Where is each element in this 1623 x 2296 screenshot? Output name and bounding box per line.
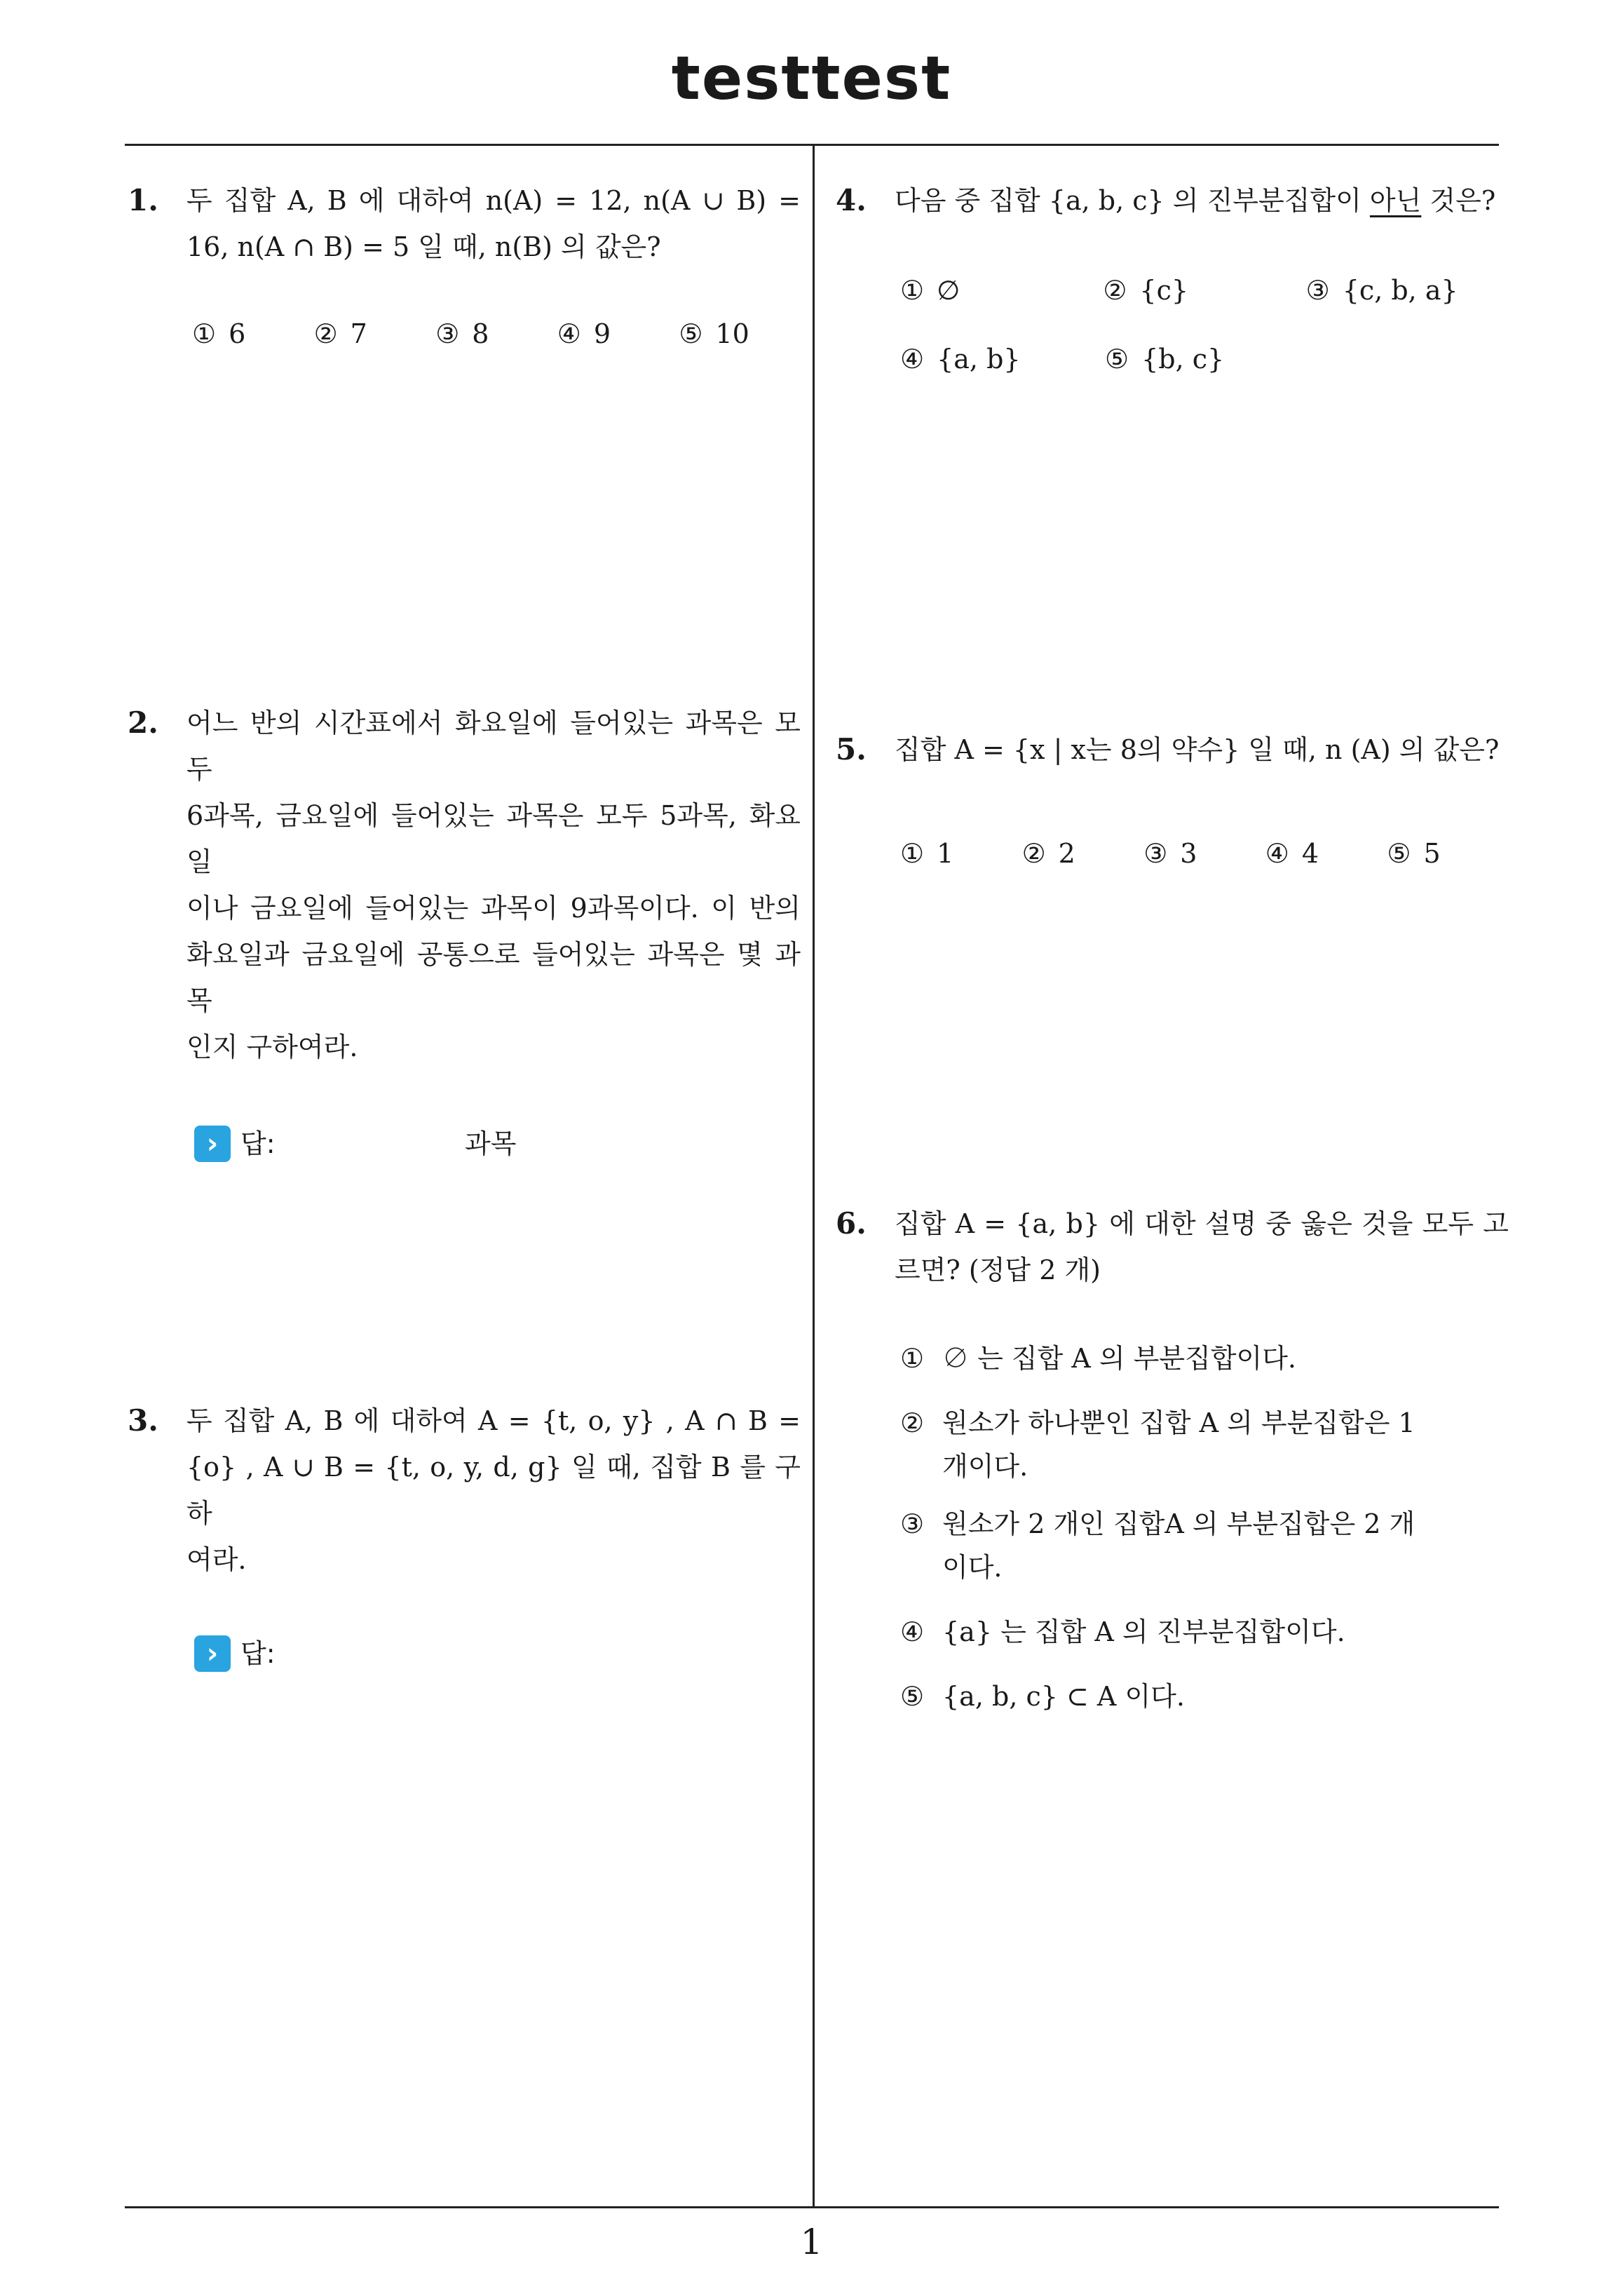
choice-2[interactable]: ② 2 [1021, 838, 1075, 869]
question-4 [836, 177, 1509, 382]
question-number: 2. [128, 705, 158, 740]
answer-unit: 과목 [465, 1128, 517, 1159]
question-stem-line: 집합 A = {a, b} 에 대한 설명 중 옳은 것을 모두 고 [895, 1208, 1509, 1239]
choice-1[interactable]: ① ∅ [900, 275, 960, 306]
choice-5[interactable]: ⑤ {a, b, c} ⊂ A 이다. [900, 1681, 1185, 1712]
choice-2[interactable]: ② {c} [1103, 275, 1189, 306]
question-3 [128, 1398, 801, 1677]
chevron-right-icon: › [194, 1635, 231, 1672]
question-1 [128, 177, 801, 357]
choice-2[interactable]: ② 7 [313, 318, 367, 349]
question-number: 3. [128, 1403, 158, 1438]
header-rule [125, 144, 1499, 146]
choice-3[interactable]: ③ 3 [1143, 838, 1197, 869]
choice-2[interactable]: ② 원소가 하나뿐인 집합 A 의 부분집합은 1 개이다. [900, 1407, 1415, 1482]
column-divider [813, 144, 815, 2207]
question-number: 6. [836, 1206, 867, 1241]
choice-1[interactable]: ① 1 [900, 838, 954, 869]
question-6 [836, 1201, 1509, 1739]
underlined-word: 아닌 [1369, 185, 1422, 216]
question-number: 4. [836, 183, 867, 217]
question-stem-line: {o} , A ∪ B = {t, o, y, d, g} 일 때, 집합 B 를 구하 [186, 1452, 801, 1529]
question-stem-line: 두 집합 A, B 에 대하여 n(A) = 12, n(A ∪ B) = [186, 185, 801, 216]
choice-4[interactable]: ④ {a, b} [900, 344, 1021, 374]
choice-3[interactable]: ③ 8 [435, 318, 489, 349]
question-stem-line: 6과목, 금요일에 들어있는 과목은 모두 5과목, 화요일 [186, 800, 801, 877]
choice-4[interactable]: ④ {a} 는 집합 A 의 진부분집합이다. [900, 1616, 1345, 1647]
choice-5[interactable]: ⑤ {b, c} [1105, 344, 1225, 374]
question-stem-line: 두 집합 A, B 에 대하여 A = {t, o, y} , A ∩ B = [186, 1405, 801, 1436]
choice-3[interactable]: ③ 원소가 2 개인 집합A 의 부분집합은 2 개이다. [900, 1508, 1415, 1583]
question-5 [836, 727, 1509, 877]
question-stem: 다음 중 집합 {a, b, c} 의 진부분집합이 아닌 것은? [895, 185, 1496, 216]
question-stem-line: 여라. [186, 1544, 247, 1575]
question-2 [128, 700, 801, 1167]
choice-1[interactable]: ① 6 [192, 318, 246, 349]
choice-5[interactable]: ⑤ 5 [1387, 838, 1441, 869]
question-stem-line: 이나 금요일에 들어있는 과목이 9과목이다. 이 반의 [186, 893, 801, 924]
page-number: 1 [800, 2222, 823, 2262]
page-title: testtest [671, 43, 952, 114]
chevron-right-icon: › [194, 1126, 231, 1162]
question-stem-line: 화요일과 금요일에 공통으로 들어있는 과목은 몇 과목 [186, 939, 801, 1016]
question-stem-line: 인지 구하여라. [186, 1032, 358, 1062]
question-number: 5. [836, 732, 867, 767]
question-stem: 집합 A = {x | x는 8의 약수} 일 때, n (A) 의 값은? [895, 734, 1500, 765]
question-stem-line: 16, n(A ∩ B) = 5 일 때, n(B) 의 값은? [186, 231, 661, 262]
answer-label: 답: [240, 1128, 276, 1159]
choice-4[interactable]: ④ 9 [557, 318, 611, 349]
choice-5[interactable]: ⑤ 10 [679, 318, 749, 349]
choice-1[interactable]: ① ∅ 는 집합 A 의 부분집합이다. [900, 1343, 1296, 1374]
footer-rule [125, 2206, 1499, 2208]
choice-4[interactable]: ④ 4 [1265, 838, 1319, 869]
choice-3[interactable]: ③ {c, b, a} [1305, 275, 1458, 306]
question-stem-line: 어느 반의 시간표에서 화요일에 들어있는 과목은 모두 [186, 708, 801, 785]
answer-label: 답: [240, 1638, 276, 1669]
question-stem-line: 르면? (정답 2 개) [895, 1255, 1101, 1285]
question-number: 1. [128, 183, 158, 217]
